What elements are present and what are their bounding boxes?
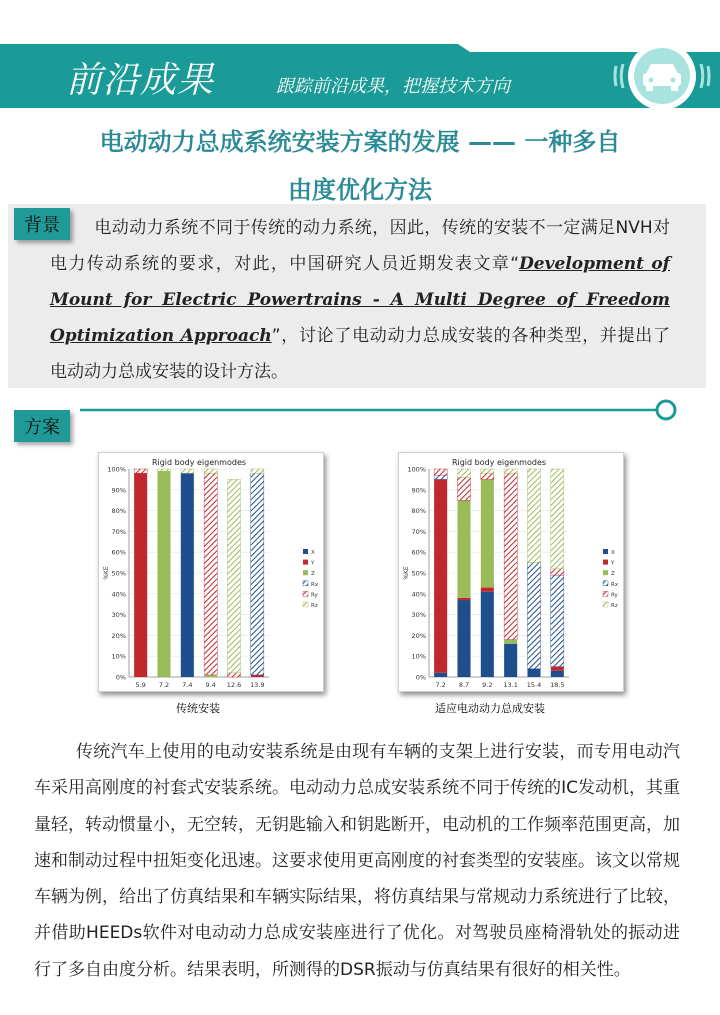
x-tick-label: 15.4 xyxy=(526,681,542,689)
y-tick-label: 70% xyxy=(411,527,426,536)
y-tick-label: 40% xyxy=(411,590,426,599)
y-tick-label: 10% xyxy=(111,652,126,661)
background-text-before: 电动动力系统不同于传统的动力系统，因此，传统的安装不一定满足NVH对电力传动系统的要求，对此，中国研究人员近期发表文章“ xyxy=(50,218,670,274)
y-tick-label: 50% xyxy=(111,569,126,578)
bar-segment xyxy=(434,475,447,479)
bar-segment xyxy=(481,588,494,592)
bar-segment xyxy=(527,563,540,669)
legend-swatch xyxy=(603,549,608,554)
bar-segment xyxy=(157,469,170,471)
bar-segment xyxy=(227,479,240,672)
y-tick-label: 20% xyxy=(411,631,426,640)
legend-label: Y xyxy=(611,560,615,567)
y-tick-label: 80% xyxy=(411,507,426,516)
bar-segment xyxy=(181,473,194,677)
bar-segment xyxy=(551,671,564,677)
bar-segment xyxy=(204,473,217,675)
legend-swatch xyxy=(603,602,608,607)
legend-swatch xyxy=(303,602,308,607)
article-title-line-1: 电动动力总成系统安装方案的发展 —— 一种多自 xyxy=(99,128,621,156)
chart-title: Rigid body eigenmodes xyxy=(451,458,547,467)
bar-segment xyxy=(434,469,447,475)
background-text-after: ”，讨论了电动动力总成安装的各种类型，并提出了电动动力总成安装的设计方法。 xyxy=(50,326,670,382)
legend-label: Rz xyxy=(611,603,618,609)
y-tick-label: 80% xyxy=(111,507,126,516)
legend-label: X xyxy=(311,550,315,556)
bar-segment xyxy=(551,575,564,667)
caption-electric: 适应电动动力总成安装 xyxy=(435,702,545,715)
background-text xyxy=(50,210,670,390)
bar-segment xyxy=(504,473,517,639)
x-tick-label: 18.5 xyxy=(550,681,565,689)
bar-segment xyxy=(481,473,494,479)
x-tick-label: 13.1 xyxy=(503,681,518,689)
bar-segment xyxy=(481,479,494,587)
section-subtitle: 跟踪前沿成果，把握技术方向 xyxy=(276,76,510,97)
caption-traditional: 传统安装 xyxy=(176,702,220,715)
legend-swatch xyxy=(303,560,308,565)
bar-segment xyxy=(134,469,147,473)
y-tick-label: 60% xyxy=(411,548,426,557)
article-title-line-2: 由度优化方法 xyxy=(288,176,432,204)
y-tick-label: 40% xyxy=(111,590,126,599)
bar-segment xyxy=(251,469,264,473)
bar-segment xyxy=(457,500,470,598)
y-tick-label: 60% xyxy=(111,548,126,557)
bar-segment xyxy=(181,469,194,473)
bar-segment xyxy=(204,469,217,473)
y-tick-label: 50% xyxy=(411,569,426,578)
bar-segment xyxy=(551,569,564,575)
x-tick-label: 13.9 xyxy=(250,681,265,689)
bar-segment xyxy=(227,673,240,677)
scheme-tag: 方案 xyxy=(14,410,70,442)
article-title xyxy=(40,118,680,214)
x-tick-label: 7.2 xyxy=(158,681,170,689)
y-tick-label: 0% xyxy=(115,673,126,682)
legend-swatch xyxy=(303,591,308,596)
bar-segment xyxy=(157,471,170,677)
y-axis-label: %KE xyxy=(403,566,410,580)
legend-label: Ry xyxy=(311,592,318,599)
body-paragraph: 传统汽车上使用的电动安装系统是由现有车辆的支架上进行安装，而专用电动汽车采用高刚度的衬套式安装系统。电动动力总成安装系统不同于传统的IC发动机，其重量轻，转动惯量小，无空转，无钥匙输入和钥匙断开，电动机的工作频率范围更高，加速和制动过程中扭矩变化迅速。这要求使用更高刚度的衬套类型的安装座。该文以常规车辆为例，给出了仿真结果和车辆实际结果，将仿真结果与常规动力系统进行了比较，并借助HEEDs软件对电动动力总成安装座进行了优化。对驾驶员座椅滑轨处的振动进行了多自由度分析。结果表明，所测得的DSR振动与仿真结果有很好的相关性。 xyxy=(34,742,680,980)
bar-segment xyxy=(481,469,494,473)
legend-label: Rx xyxy=(611,581,619,588)
x-tick-label: 12.6 xyxy=(226,681,242,689)
legend-swatch xyxy=(303,570,308,575)
legend-label: Z xyxy=(311,571,315,578)
legend-swatch xyxy=(303,549,308,554)
y-tick-label: 30% xyxy=(111,611,126,620)
background-tag: 背景 xyxy=(14,208,70,240)
bar-segment xyxy=(434,673,447,677)
bar-segment xyxy=(504,469,517,473)
bar-segment xyxy=(251,675,264,677)
bar-segment xyxy=(527,669,540,677)
legend-label: X xyxy=(611,550,615,556)
y-axis-label: %KE xyxy=(103,566,110,580)
bar-segment xyxy=(134,473,147,677)
chart-traditional xyxy=(98,452,324,692)
y-tick-label: 90% xyxy=(411,486,426,495)
bar-segment xyxy=(504,644,517,677)
legend-swatch xyxy=(603,570,608,575)
legend-label: Y xyxy=(311,560,315,567)
x-tick-label: 9.4 xyxy=(205,681,216,689)
y-tick-label: 10% xyxy=(411,652,426,661)
chart-electric xyxy=(398,452,624,692)
bar-segment xyxy=(504,640,517,644)
y-tick-label: 30% xyxy=(411,611,426,620)
bar-segment xyxy=(457,600,470,677)
bar-segment xyxy=(551,469,564,569)
x-tick-label: 9.2 xyxy=(482,681,493,689)
x-tick-label: 8.7 xyxy=(458,681,470,689)
reference-title: Development of Mount for Electric Powertrains - A Multi Degree of Freedom Optimization Approach xyxy=(50,254,670,346)
scheme-divider xyxy=(80,398,680,422)
y-tick-label: 70% xyxy=(111,527,126,536)
x-tick-label: 7.4 xyxy=(182,681,193,689)
bar-segment xyxy=(251,473,264,675)
bar-segment xyxy=(434,479,447,672)
legend-swatch xyxy=(603,581,608,586)
y-tick-label: 100% xyxy=(107,465,126,474)
x-tick-label: 5.9 xyxy=(135,681,146,689)
bar-segment xyxy=(457,598,470,600)
legend-swatch xyxy=(603,591,608,596)
chart-electric-svg xyxy=(399,453,623,691)
y-tick-label: 90% xyxy=(111,486,126,495)
y-tick-label: 20% xyxy=(111,631,126,640)
bar-segment xyxy=(457,469,470,477)
legend-label: Rz xyxy=(311,603,318,609)
y-tick-label: 100% xyxy=(407,465,426,474)
legend-label: Z xyxy=(611,571,615,578)
chart-title: Rigid body eigenmodes xyxy=(151,458,247,467)
y-tick-label: 0% xyxy=(415,673,426,682)
x-tick-label: 7.2 xyxy=(435,681,446,689)
bar-segment xyxy=(527,469,540,563)
bar-segment xyxy=(457,477,470,500)
bar-segment xyxy=(204,675,217,677)
section-title: 前沿成果 xyxy=(66,60,215,101)
legend-label: Rx xyxy=(311,581,319,588)
legend-swatch xyxy=(303,581,308,586)
bar-segment xyxy=(481,592,494,677)
legend-label: Ry xyxy=(611,592,618,599)
bar-segment xyxy=(551,667,564,671)
chart-traditional-svg xyxy=(99,453,323,691)
legend-swatch xyxy=(603,560,608,565)
